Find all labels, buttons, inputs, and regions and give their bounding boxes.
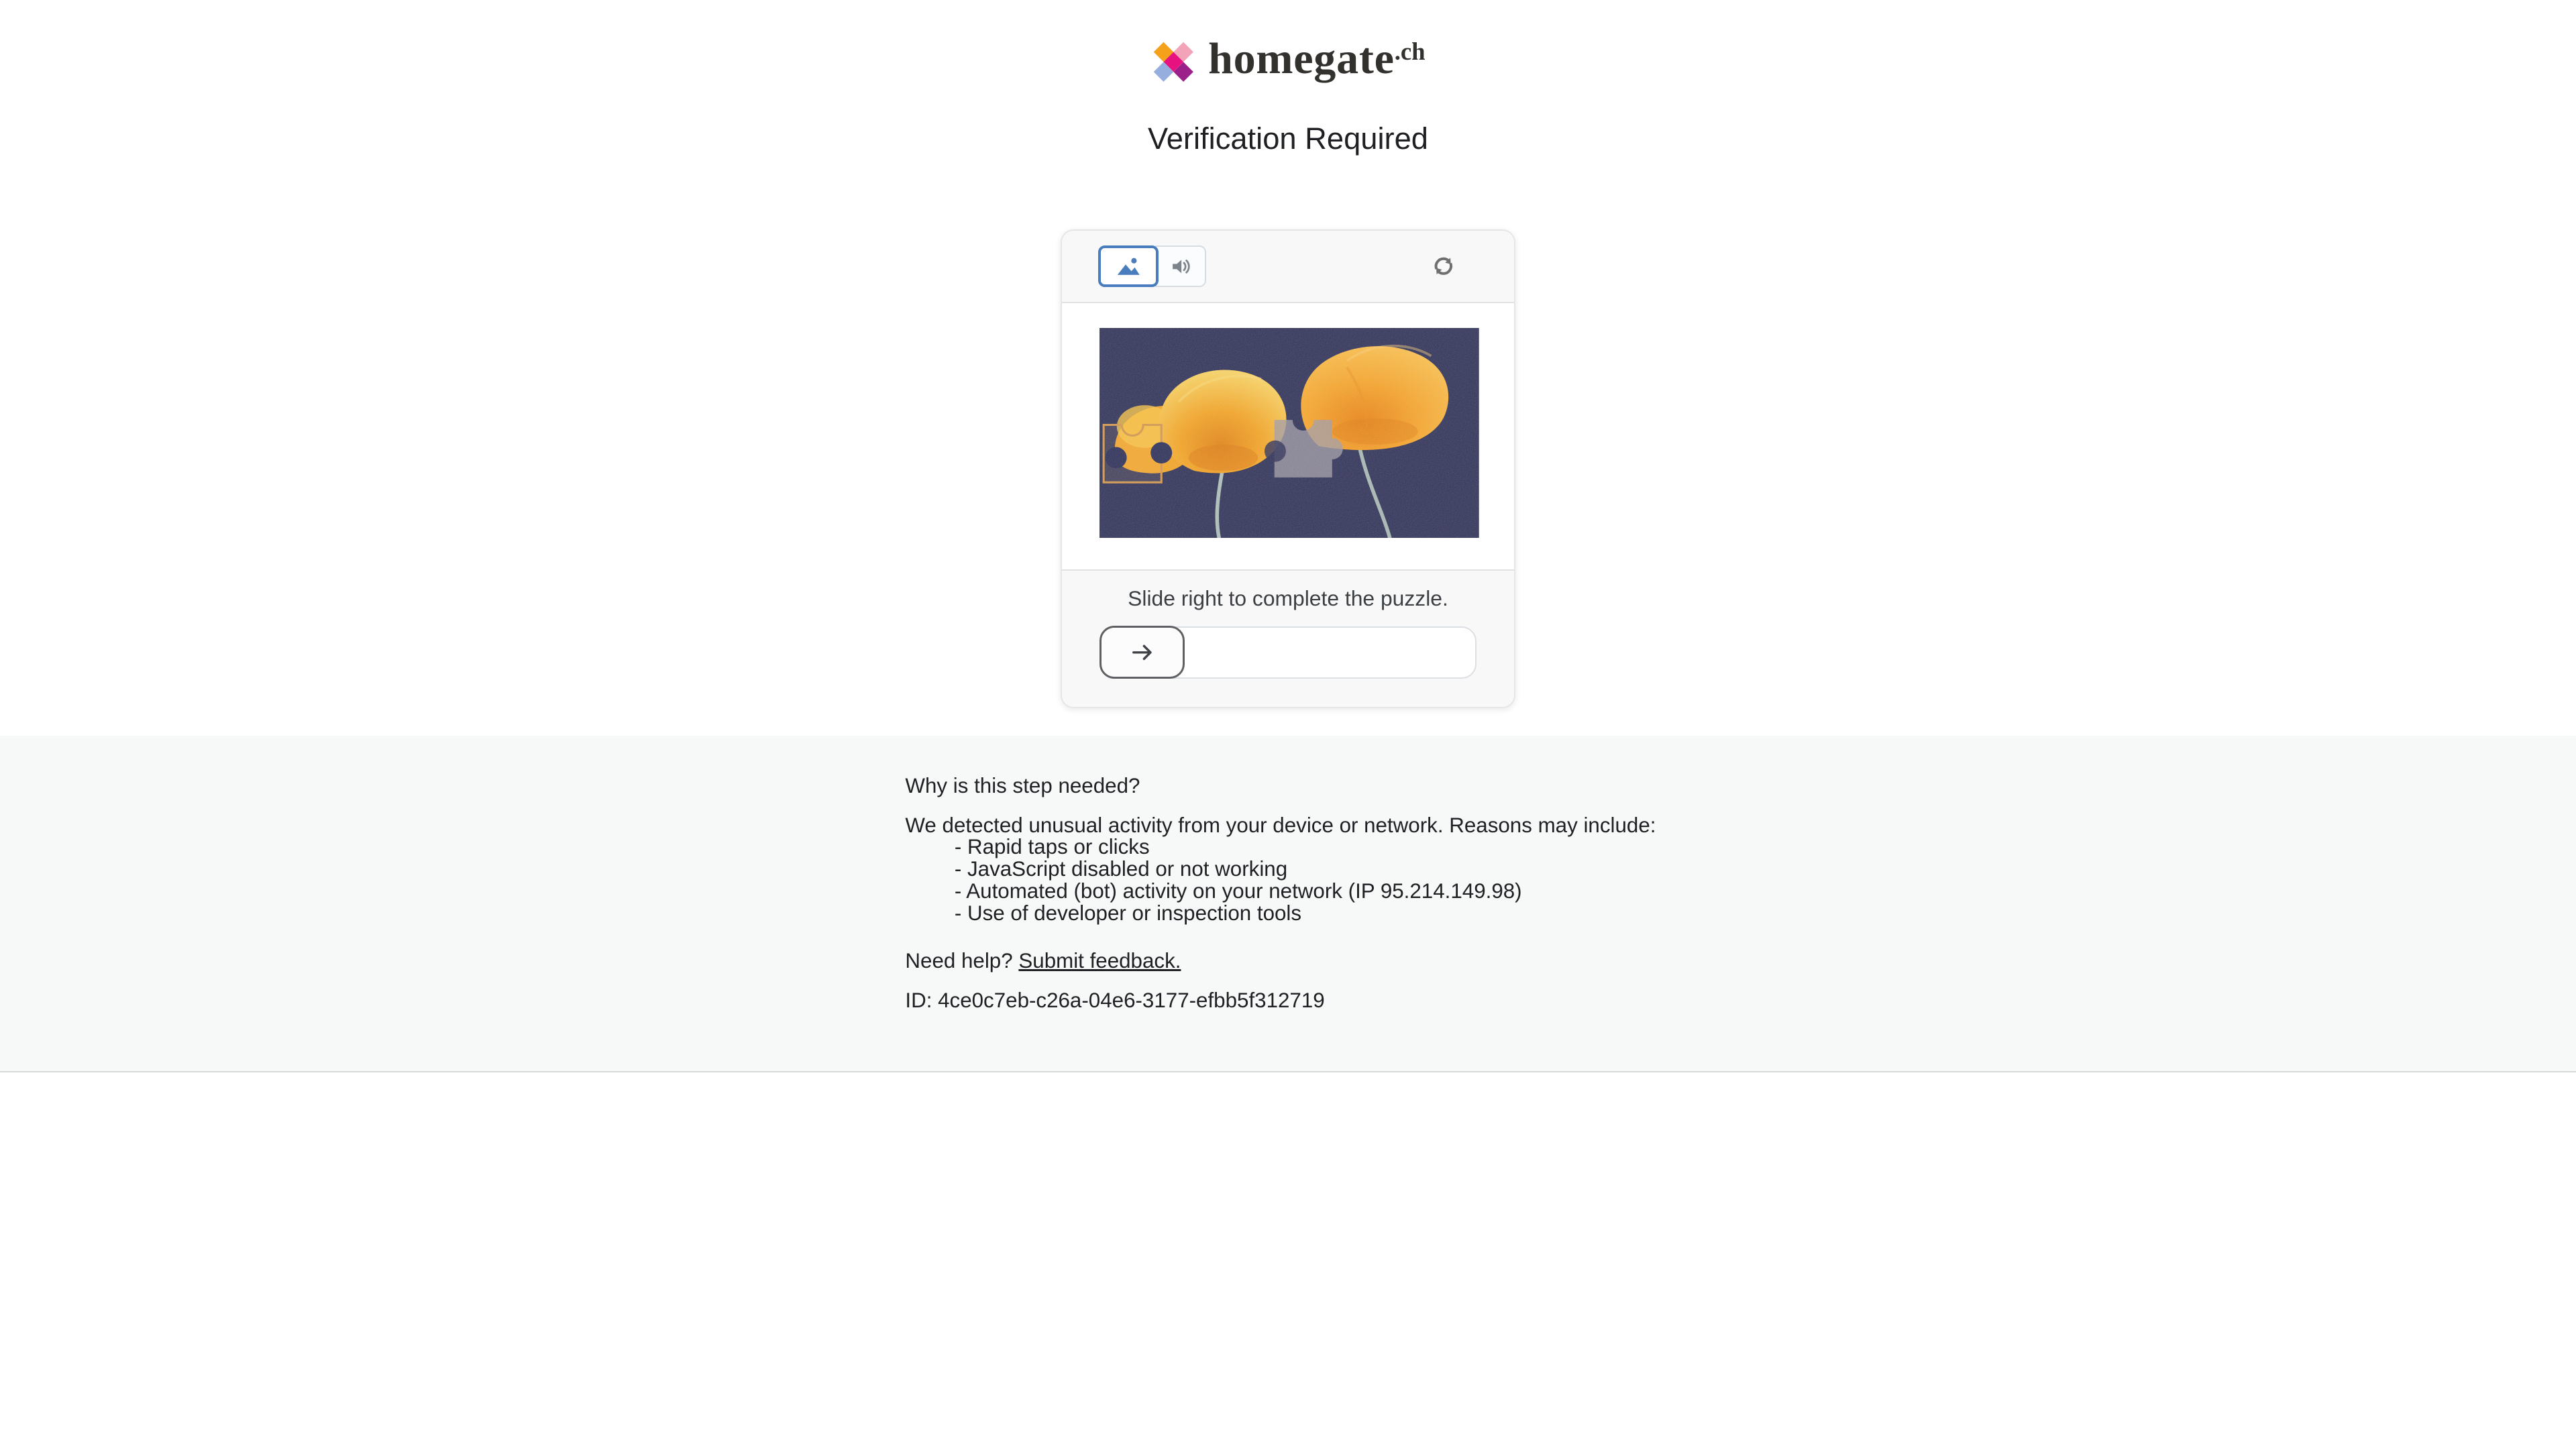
image-captcha-toggle-button[interactable] xyxy=(1098,245,1159,286)
slider-track[interactable] xyxy=(1099,626,1477,679)
captcha-card xyxy=(1061,229,1515,708)
info-intro: We detected unusual activity from your device or network. Reasons may include: xyxy=(905,813,1656,837)
homegate-logo-icon xyxy=(1150,39,1197,85)
refresh-captcha-button[interactable] xyxy=(1427,249,1460,282)
slider-handle[interactable] xyxy=(1099,626,1185,678)
info-band xyxy=(0,736,2576,1072)
reason-item: - Use of developer or inspection tools xyxy=(954,901,1302,925)
reason-item: - Rapid taps or clicks xyxy=(954,835,1150,859)
brand-tld: .ch xyxy=(1394,38,1426,66)
info-heading: Why is this step needed? xyxy=(905,774,1140,798)
captcha-mode-segmented-control xyxy=(1098,245,1207,286)
captcha-puzzle-image xyxy=(1099,328,1479,538)
reason-list xyxy=(905,836,1670,924)
image-icon xyxy=(1113,251,1144,282)
homegate-logo xyxy=(0,0,2576,88)
arrow-right-icon xyxy=(1128,638,1157,667)
reason-item: - Automated (bot) activity on your network (IP 95.214.149.98) xyxy=(954,879,1522,903)
audio-captcha-toggle-button[interactable] xyxy=(1155,245,1206,286)
request-id: ID: 4ce0c7eb-c26a-04e6-3177-efbb5f312719 xyxy=(905,989,1325,1013)
brand-wordmark xyxy=(1208,36,1425,89)
audio-icon xyxy=(1169,254,1193,279)
reason-item: - JavaScript disabled or not working xyxy=(954,857,1288,881)
help-line xyxy=(905,950,1670,972)
brand-name: homegate xyxy=(1208,34,1395,83)
slider-instruction: Slide right to complete the puzzle. xyxy=(1128,586,1448,610)
captcha-toolbar xyxy=(1062,231,1514,303)
captcha-image-section xyxy=(1062,303,1514,569)
page-title: Verification Required xyxy=(1148,121,1428,156)
help-prefix: Need help? xyxy=(905,948,1013,972)
refresh-icon xyxy=(1430,252,1458,280)
submit-feedback-link[interactable]: Submit feedback. xyxy=(1018,948,1181,972)
info-content xyxy=(905,775,1670,1012)
captcha-slider-section xyxy=(1062,569,1514,707)
